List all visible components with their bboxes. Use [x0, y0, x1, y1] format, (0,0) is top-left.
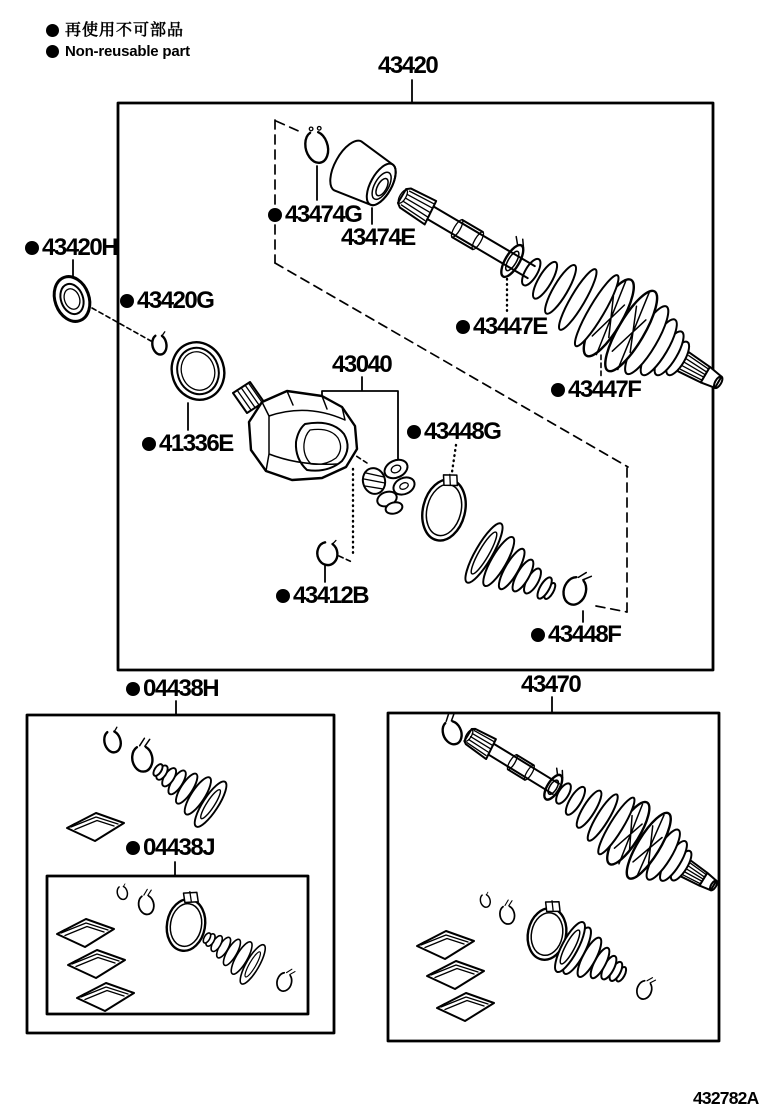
- legend-jp: [46, 22, 184, 38]
- part-label-04438j: [126, 836, 214, 860]
- part-number: 43420: [378, 52, 438, 79]
- non-reusable-bullet-icon: [456, 320, 470, 334]
- part-label-43420: [378, 54, 437, 78]
- part-number: 43448G: [424, 418, 501, 445]
- clip-drawing-43420g: [150, 332, 168, 356]
- shaft-assembly-drawing-43470: [437, 702, 736, 919]
- part-number: 43474E: [341, 224, 415, 251]
- part-label-41336e: [142, 432, 233, 456]
- oil-seal-drawing-43420h: [48, 272, 96, 327]
- boot-kit-contents-43470: [417, 892, 656, 1021]
- boot-clamp-drawing-43448f: [560, 568, 592, 608]
- part-number: 04438H: [143, 675, 219, 702]
- non-reusable-bullet-icon: [407, 425, 421, 439]
- part-label-43470: [521, 673, 580, 697]
- legend-en-text: Non-reusable part: [65, 43, 190, 60]
- part-number: 04438J: [143, 834, 215, 861]
- part-label-43448g: [407, 420, 500, 444]
- part-number: 43412B: [293, 582, 369, 609]
- leader-lines: [73, 166, 601, 875]
- part-label-43412b: [276, 584, 368, 608]
- non-reusable-bullet-icon: [25, 241, 39, 255]
- non-reusable-bullet-icon: [551, 383, 565, 397]
- main-assembly-box: [118, 80, 713, 670]
- part-number: 43448F: [548, 621, 621, 648]
- snap-ring-drawing-43474g: [301, 124, 332, 165]
- boot-kit-contents-04438h: [67, 727, 231, 841]
- part-label-43447f: [551, 378, 640, 402]
- part-label-43040: [332, 353, 391, 377]
- non-reusable-bullet-icon: [46, 45, 59, 58]
- drawing-number: 432782A: [693, 1088, 759, 1108]
- inboard-boot-drawing: [460, 519, 570, 622]
- front-boot-kit-box: [27, 715, 334, 1033]
- part-number: 43447F: [568, 376, 641, 403]
- cover-drawing-41336e: [164, 335, 231, 406]
- non-reusable-bullet-icon: [46, 24, 59, 37]
- part-label-43448f: [531, 623, 620, 647]
- part-number: 43470: [521, 671, 581, 698]
- legend-en: [46, 44, 190, 59]
- part-number: 43420G: [137, 287, 214, 314]
- part-label-43420h: [25, 236, 117, 260]
- non-reusable-bullet-icon: [268, 208, 282, 222]
- non-reusable-bullet-icon: [120, 294, 134, 308]
- part-number: 43447E: [473, 313, 547, 340]
- part-number: 41336E: [159, 430, 233, 457]
- part-number: 43474G: [285, 201, 362, 228]
- tripod-spider-drawing-43040: [360, 456, 417, 515]
- non-reusable-bullet-icon: [126, 841, 140, 855]
- legend-jp-text: 再使用不可部品: [65, 20, 185, 39]
- non-reusable-bullet-icon: [276, 589, 290, 603]
- non-reusable-bullet-icon: [126, 682, 140, 696]
- part-number: 43420H: [42, 234, 118, 261]
- part-label-43447e: [456, 315, 547, 339]
- part-label-04438h: [126, 677, 218, 701]
- part-label-43420g: [120, 289, 213, 313]
- part-number: 43040: [332, 351, 392, 378]
- inboard-joint-housing-drawing-43040: [233, 382, 357, 480]
- non-reusable-bullet-icon: [142, 437, 156, 451]
- part-label-43474e: [341, 226, 415, 250]
- non-reusable-bullet-icon: [531, 628, 545, 642]
- band-clamp-drawing-43448g: [416, 469, 473, 545]
- boot-kit-contents-04438j: [57, 884, 295, 1011]
- snap-ring-drawing-43412b: [316, 540, 340, 566]
